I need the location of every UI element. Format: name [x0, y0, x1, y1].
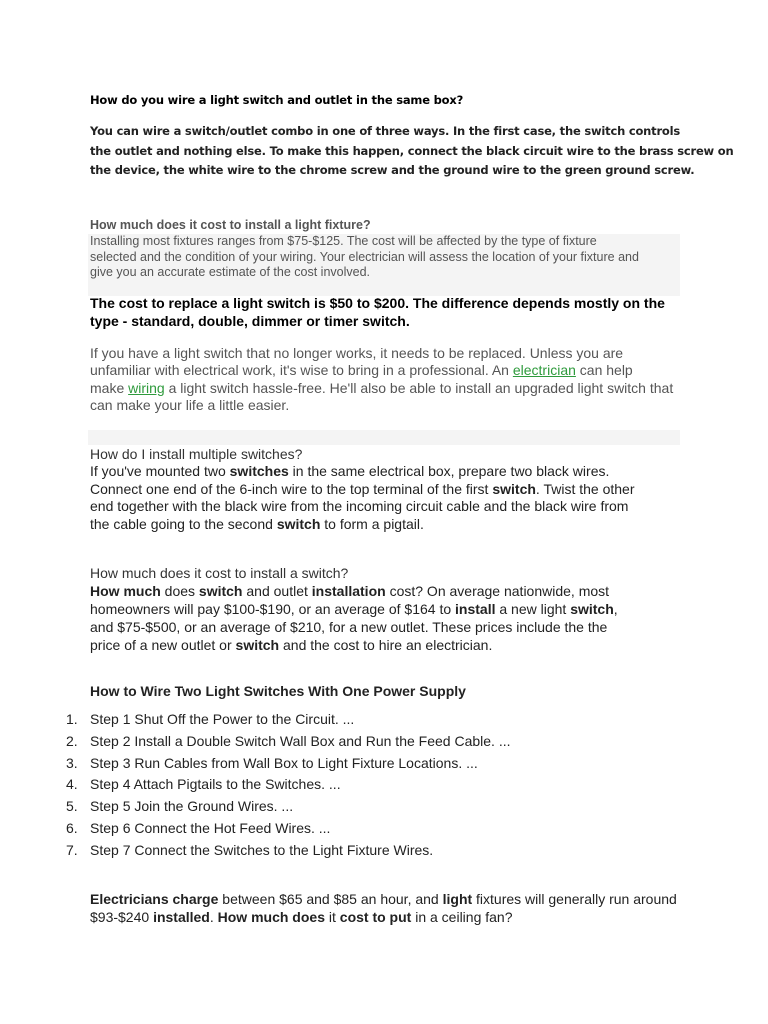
answer-switch-install-cost [90, 582, 690, 654]
text: the cable going to the second [90, 515, 277, 532]
answer-line: Installing most fixtures ranges from $75-$125. The cost will be affected by the type of fixture [90, 234, 597, 248]
answer-line: selected and the condition of your wiring. Your electrician will assess the location of your fixture and [90, 249, 639, 264]
question-switch-install-cost: How much does it cost to install a switch? [90, 565, 349, 581]
list-text: Step 5 Join the Ground Wires. ... [90, 798, 294, 815]
paragraph-line [90, 891, 690, 909]
list-item [66, 818, 511, 840]
switch-replacement-paragraph [90, 345, 690, 414]
steps-list [66, 709, 511, 862]
text: . [209, 908, 218, 925]
list-number: 6. [66, 819, 78, 836]
paragraph-line [90, 362, 690, 379]
list-text: Step 3 Run Cables from Wall Box to Light Fixture Locations. ... [90, 754, 478, 771]
list-item [66, 731, 511, 753]
highlight-bar [88, 430, 680, 445]
electrician-link[interactable]: electrician [512, 362, 576, 379]
list-item [66, 796, 511, 818]
answer-line [90, 481, 690, 499]
switch-replace-cost-statement [90, 295, 690, 330]
text: fixtures will generally run around [472, 891, 677, 907]
answer-line: give you an accurate estimate of the cost involved. [90, 265, 371, 279]
bold-text: switches [229, 463, 289, 479]
text: make [90, 379, 129, 396]
text: does [160, 583, 199, 599]
bold-text: How much does [217, 908, 325, 925]
bold-text: installed [153, 908, 210, 925]
answer-line: and $75-$500, or an average of $210, for a new outlet. These prices include the the [90, 619, 608, 635]
text: If you've mounted two [90, 463, 230, 479]
answer-line: end together with the black wire from the incoming circuit cable and the black wire from [90, 498, 629, 514]
text: in a ceiling fan? [411, 908, 513, 925]
list-text: Step 4 Attach Pigtails to the Switches. ... [90, 776, 341, 793]
text: price of a new outlet or [90, 637, 236, 653]
answer-line [90, 516, 690, 534]
list-item [66, 840, 511, 862]
paragraph-line [90, 380, 690, 397]
answer-light-fixture-cost [90, 234, 680, 281]
answer-multiple-switches [90, 463, 690, 533]
text: cost? On average nationwide, most [385, 583, 610, 599]
text: a light switch hassle-free. He'll also be able to install an upgraded light switch that [164, 379, 674, 396]
text: Connect one end of the 6-inch wire to the top terminal of the first [90, 480, 493, 497]
text: it [325, 908, 340, 925]
wiring-link[interactable]: wiring [128, 379, 165, 396]
bold-text: switch [235, 637, 280, 653]
answer-line [90, 582, 690, 600]
list-number: 7. [66, 841, 78, 858]
question-wire-switch-outlet: How do you wire a light switch and outlet in the same box? [90, 93, 464, 107]
answer-line [90, 463, 690, 481]
list-text: Step 6 Connect the Hot Feed Wires. ... [90, 819, 331, 836]
text: $93-$240 [90, 908, 154, 925]
bold-text: How much [90, 583, 161, 599]
list-text: Step 2 Install a Double Switch Wall Box and Run the Feed Cable. ... [90, 732, 511, 749]
list-text: Step 1 Shut Off the Power to the Circuit. ... [90, 711, 355, 727]
bold-text: switch [198, 583, 243, 599]
bold-text: switch [492, 480, 536, 497]
bold-text: installation [311, 583, 386, 599]
bold-text: switch [276, 515, 321, 532]
statement-line: The cost to replace a light switch is $50 to $200. The difference depends mostly on the [90, 295, 665, 311]
answer-line [90, 636, 690, 654]
text: to form a pigtail. [320, 515, 424, 532]
answer-wire-switch-outlet [90, 122, 734, 181]
bold-text: install [455, 601, 496, 617]
bold-text: switch [570, 601, 614, 617]
paragraph-line: If you have a light switch that no longer works, it needs to be replaced. Unless you are [90, 345, 624, 361]
list-number: 5. [66, 798, 78, 815]
list-item [66, 709, 511, 731]
answer-line: You can wire a switch/outlet combo in one of three ways. In the first case, the switch controls [90, 124, 681, 138]
list-number: 4. [66, 776, 78, 793]
list-item [66, 774, 511, 796]
statement-line: type - standard, double, dimmer or timer switch. [90, 312, 410, 329]
text: and outlet [242, 583, 312, 599]
answer-line [90, 600, 690, 618]
text: between $65 and $85 an hour, and [218, 891, 443, 907]
question-multiple-switches: How do I install multiple switches? [90, 446, 303, 462]
text: . Twist the other [535, 480, 635, 497]
text: in the same electrical box, prepare two black wires. [288, 463, 610, 479]
bold-text: light [442, 891, 473, 907]
bold-text: cost to put [339, 908, 412, 925]
text: , [613, 601, 618, 617]
list-text: Step 7 Connect the Switches to the Light Fixture Wires. [90, 841, 434, 858]
list-number: 3. [66, 754, 78, 771]
bold-text: Electricians charge [90, 891, 219, 907]
text: can help [575, 362, 633, 379]
list-number: 2. [66, 732, 78, 749]
text: a new light [495, 601, 571, 617]
text: and the cost to hire an electrician. [279, 637, 493, 653]
paragraph-line: can make your life a little easier. [90, 396, 290, 413]
paragraph-line [90, 909, 690, 927]
text: homeowners will pay $100-$190, or an average of $164 to [90, 601, 456, 617]
electrician-rates-paragraph [90, 891, 690, 926]
list-item [66, 753, 511, 775]
heading-two-switches-one-supply: How to Wire Two Light Switches With One Power Supply [90, 683, 466, 699]
answer-line: the device, the white wire to the chrome screw and the ground wire to the green ground screw. [90, 163, 695, 177]
list-number: 1. [66, 711, 78, 727]
question-light-fixture-cost: How much does it cost to install a light fixture? [90, 218, 371, 232]
answer-line: the outlet and nothing else. To make this happen, connect the black circuit wire to the brass screw on [90, 143, 734, 158]
text: unfamiliar with electrical work, it's wise to bring in a professional. An [90, 362, 513, 379]
